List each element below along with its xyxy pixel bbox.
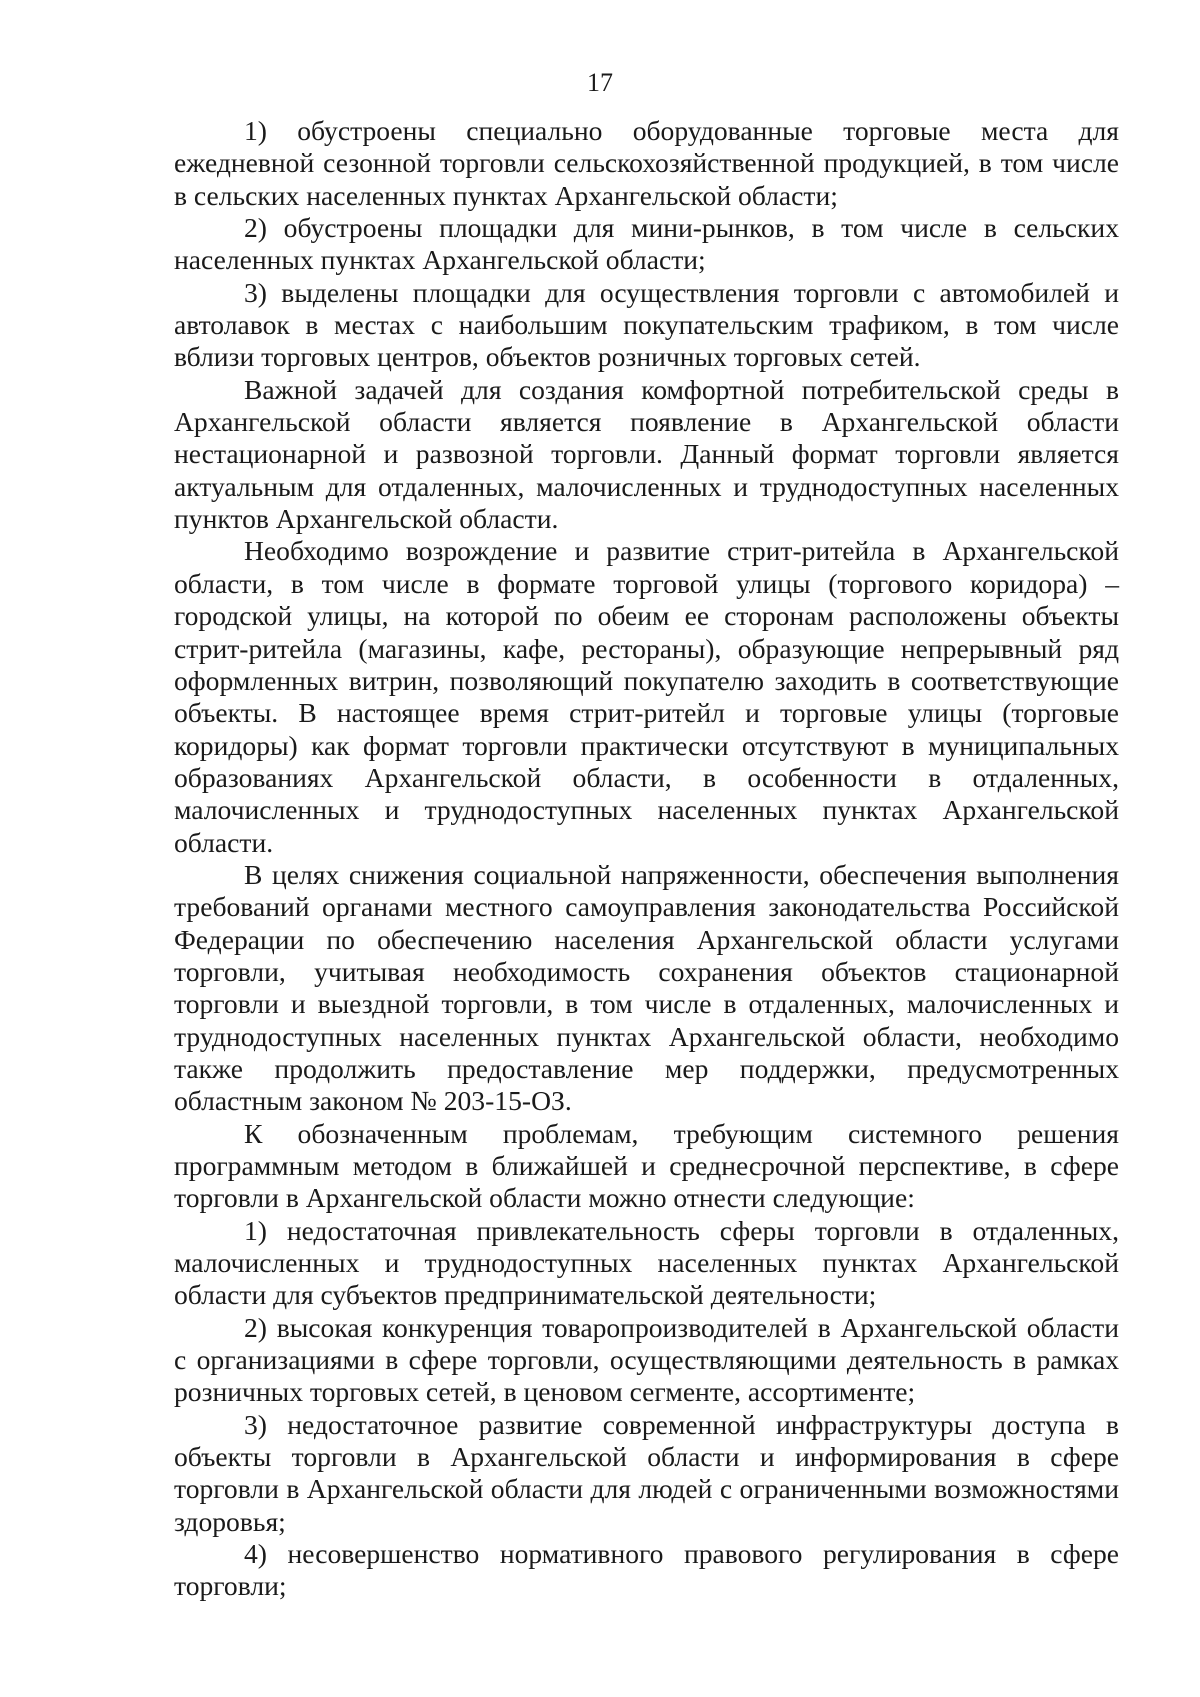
paragraph-item-2: 2) обустроены площадки для мини-рынков, в том числе в сельских населенных пунктах Архангельской области;: [174, 212, 1119, 276]
paragraph-item-1: 1) обустроены специально оборудованные торговые места для ежедневной сезонной торговли сельскохозяйственной продукцией, в том числе в сельских населенных пунктах Архангельской области;: [174, 115, 1119, 211]
paragraph-problem-4: 4) несовершенство нормативного правового регулирования в сфере торговли;: [174, 1538, 1119, 1602]
paragraph-street-retail: Необходимо возрождение и развитие стрит-ритейла в Архангельской области, в том числе в формате торговой улицы (торгового коридора) – городской улицы, на которой по обеим ее сторонам расположены объекты стрит-ритейла (магазины, кафе, рестораны), образующие непрерывный ряд оформленных витрин, позволяющий покупателю заходить в соответствующие объекты. В настоящее время стрит-ритейл и торговые улицы (торговые коридоры) как формат торговли практически отсутствуют в муниципальных образованиях Архангельской области, в особенности в отдаленных, малочисленных и труднодоступных населенных пунктах Архангельской области.: [174, 535, 1119, 858]
paragraph-problem-3: 3) недостаточное развитие современной инфраструктуры доступа в объекты торговли в Архангельской области и информирования в сфере торговли в Архангельской области для людей с ограниченными возможностями здоровья;: [174, 1408, 1119, 1537]
document-body: [174, 115, 1119, 1603]
page-number: 17: [587, 68, 613, 97]
paragraph-problem-2: 2) высокая конкуренция товаропроизводителей в Архангельской области с организациями в сфере торговли, осуществляющими деятельность в рамках розничных торговых сетей, в ценовом сегменте, ассортименте;: [174, 1311, 1119, 1408]
paragraph-comfort-environment: Важной задачей для создания комфортной потребительской среды в Архангельской области является появление в Архангельской области нестационарной и развозной торговли. Данный формат торговли является актуальным для отдаленных, малочисленных и труднодоступных населенных пунктов Архангельской области.: [174, 373, 1119, 535]
paragraph-social-tension: В целях снижения социальной напряженности, обеспечения выполнения требований органами местного самоуправления законодательства Российской Федерации по обеспечению населения Архангельской области услугами торговли, учитывая необходимость сохранения объектов стационарной торговли и выездной торговли, в том числе в отдаленных, малочисленных и труднодоступных населенных пунктах Архангельской области, необходимо также продолжить предоставление мер поддержки, предусмотренных областным законом № 203-15-ОЗ.: [174, 858, 1119, 1117]
paragraph-item-3: 3) выделены площадки для осуществления торговли с автомобилей и автолавок в местах с наибольшим покупательским трафиком, в том числе вблизи торговых центров, объектов розничных торговых сетей.: [174, 276, 1119, 373]
paragraph-problem-1: 1) недостаточная привлекательность сферы торговли в отдаленных, малочисленных и труднодоступных населенных пунктах Архангельской области для субъектов предпринимательской деятельности;: [174, 1214, 1119, 1311]
paragraph-problems-intro: К обозначенным проблемам, требующим системного решения программным методом в ближайшей и среднесрочной перспективе, в сфере торговли в Архангельской области можно отнести следующие:: [174, 1117, 1119, 1214]
